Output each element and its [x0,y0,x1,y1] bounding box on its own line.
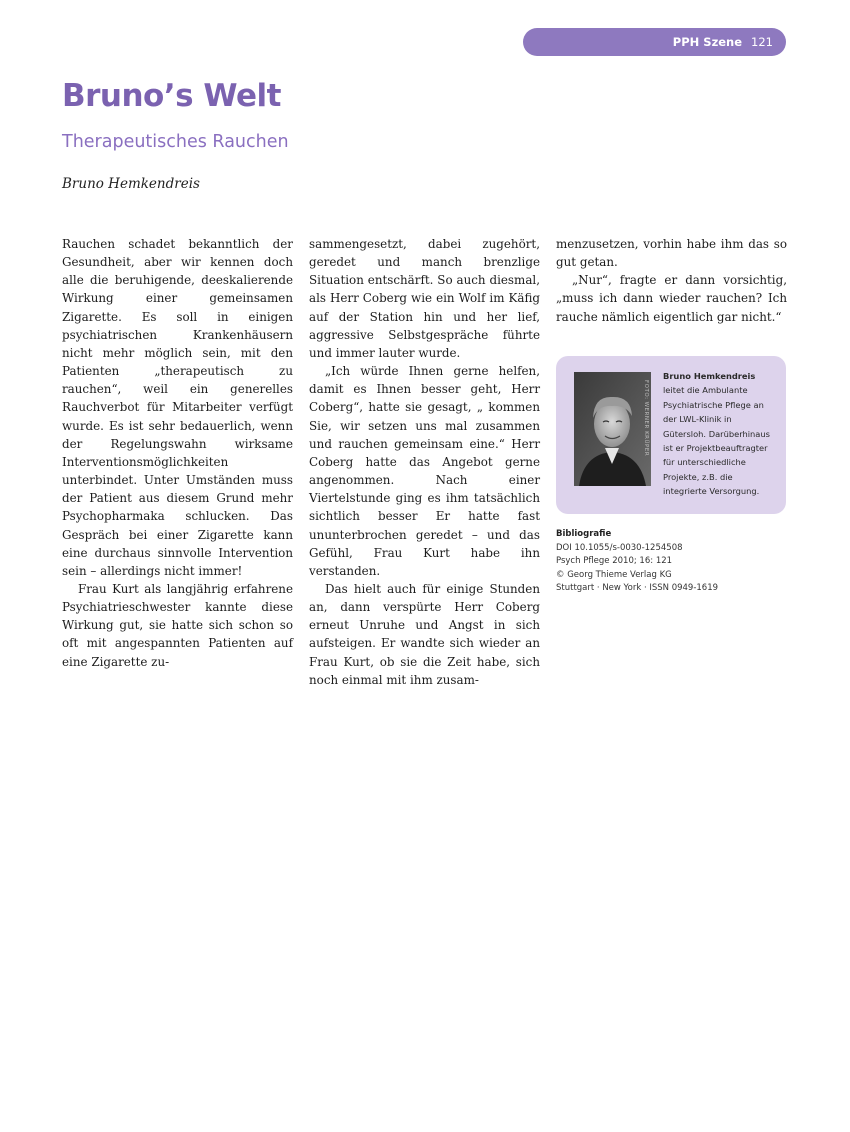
article-subtitle: Therapeutisches Rauchen [62,132,289,152]
photo-credit: FOTO: WERNER KRÜPER [643,380,649,457]
bio-name: Bruno Hemkendreis [663,371,756,381]
paragraph: sammengesetzt, dabei zugehört, geredet und manch brenzlige Situation entschärft. So auch diesmal, als Herr Coberg wie ein Wolf im Käfig auf der Station hin und her lief, aggressive Selbstgespräche führte und immer lauter wurde. [309,237,540,360]
bibliography [556,528,796,596]
bio-text [663,369,773,499]
bibliography-journal: Psych Pflege 2010; 16: 121 [556,556,673,567]
section-header-tab [523,28,786,56]
bibliography-doi: DOI 10.1055/s-0030-1254508 [556,542,683,553]
section-name: PPH Szene [672,35,743,49]
paragraph: Frau Kurt als langjährig erfahrene Psychiatrieschwester kannte diese Wirkung gut, sie hatte sich schon so oft mit angespannten Patienten auf eine Zigarette zu- [62,581,293,669]
bibliography-heading: Bibliografie [556,529,612,539]
author-photo [574,372,651,486]
text-column-2 [309,235,540,689]
text-column-3 [556,235,787,326]
article-author: Bruno Hemkendreis [62,176,200,192]
article-title: Bruno’s Welt [62,78,281,114]
paragraph: menzusetzen, vorhin habe ihm das so gut getan. [556,237,787,270]
text-column-1 [62,235,293,671]
bibliography-publisher: Stuttgart · New York · ISSN 0949-1619 [556,583,719,594]
paragraph: „Nur“, fragte er dann vorsichtig, „muss ich dann wieder rauchen? Ich rauche nämlich eigentlich gar nicht.“ [556,273,787,324]
paragraph: „Ich würde Ihnen gerne helfen, damit es Ihnen besser geht, Herr Coberg“, hatte sie gesagt, „ kommen Sie, wir setzen uns mal zusammen und rauchen gemeinsam eine.“ Herr Coberg hatte das Angebot gerne angenommen. Nach einer Viertelstunde ging es ihm tatsächlich sichtlich besser Er hatte fast ununterbrochen geredet – und das Gefühl, Frau Kurt habe ihn verstanden. [309,364,540,578]
bio-description: leitet die Ambulante Psychiatrische Pflege an der LWL-Klinik in Gütersloh. Darüberhinaus ist er Projektbeauftragter für unterschiedliche Projekte, z.B. die integrierte Versorgung. [663,385,770,497]
paragraph: Rauchen schadet bekanntlich der Gesundheit, aber wir kennen doch alle die beruhigende, deeskalierende Wirkung einer gemeinsamen Zigarette. Es soll in einigen psychiatrischen Krankenhäusern nicht mehr möglich sein, mit den Patienten „therapeutisch zu rauchen“, weil ein generelles Rauchverbot für Mitarbeiter verfügt wurde. Es ist sehr bedauerlich, wenn der Regelungswahn wirksame Interventionsmöglichkeiten unterbindet. Unter Umständen muss der Patient aus diesem Grund mehr Psychopharmaka schlucken. Das Gespräch bei einer Zigarette kann eine durchaus sinnvolle Intervention sein – allerdings nicht immer! [62,237,293,578]
page-number: 121 [751,35,773,49]
author-bio-box [556,356,786,514]
paragraph: Das hielt auch für einige Stunden an, dann verspürte Herr Coberg erneut Unruhe und Angst in sich aufsteigen. Er wandte sich wieder an Frau Kurt, ob sie die Zeit habe, sich noch einmal mit ihm zusam- [309,581,540,687]
bibliography-copyright: © Georg Thieme Verlag KG [556,569,672,580]
